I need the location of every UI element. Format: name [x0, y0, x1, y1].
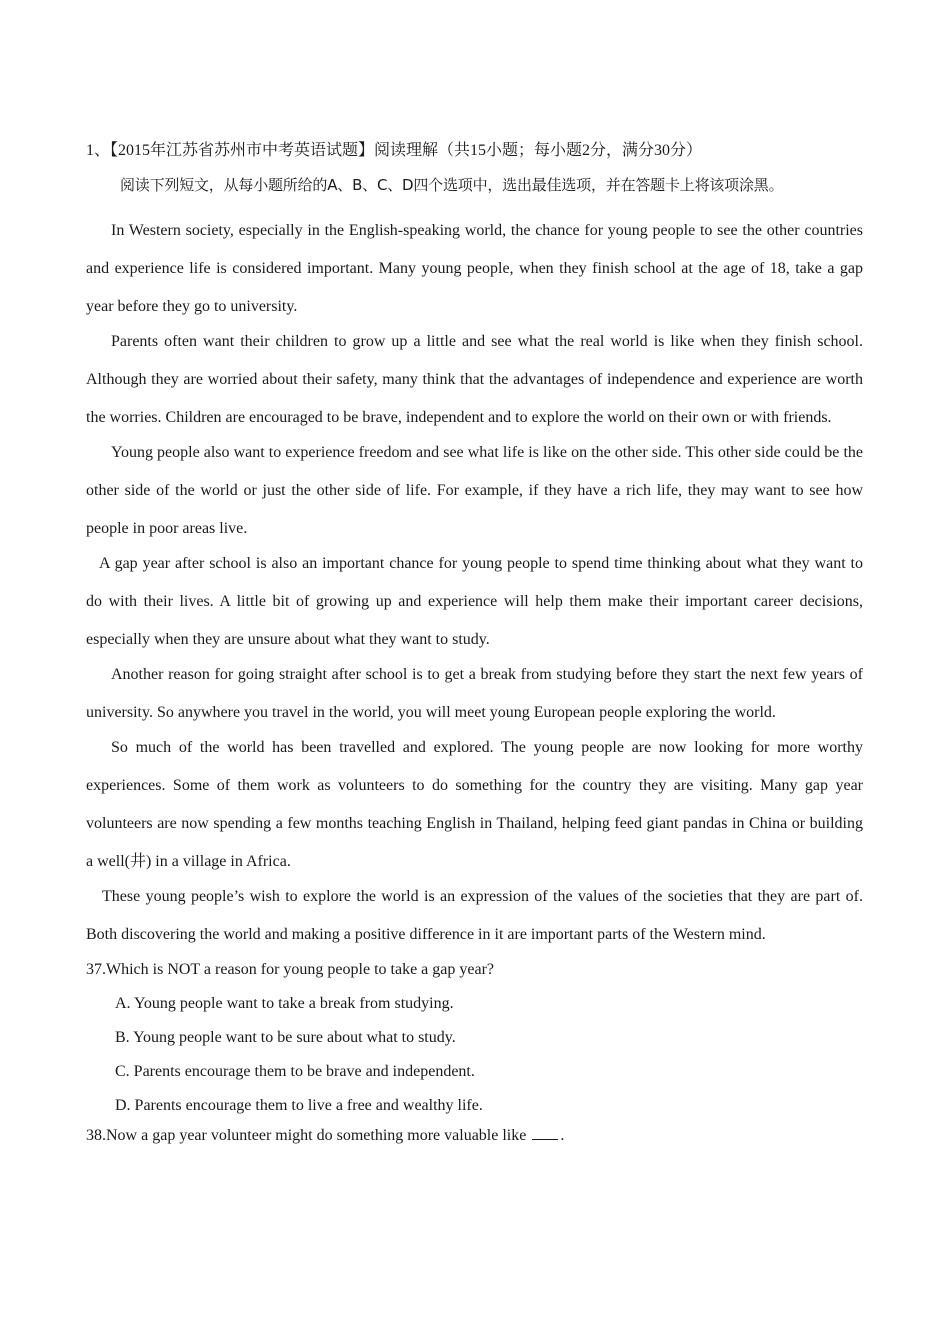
question-38-stem: [86, 1125, 863, 1147]
question-37-option-d: D. Parents encourage them to live a free and wealthy life.: [115, 1097, 483, 1114]
question-37-option-c: C. Parents encourage them to be brave and independent.: [115, 1063, 475, 1080]
question-37-stem: 37.Which is NOT a reason for young people to take a gap year?: [86, 961, 495, 978]
passage-paragraph-2: Parents often want their children to grow up a little and see what the real world is like when they finish school. Although they are worried about their safety, many think that the advantages of independence and experience are worth the worries. Children are encouraged to be brave, independent and to explore the world on their own or with friends.: [86, 333, 863, 426]
passage-paragraph-7: These young people’s wish to explore the world is an expression of the values of the societies that they are part of. Both discovering the world and making a positive difference in it are important parts of the Western mind.: [86, 888, 863, 943]
section-heading: 1、【2015年江苏省苏州市中考英语试题】阅读理解（共15小题；每小题2分，满分30分）: [86, 142, 703, 159]
instruction-text: 阅读下列短文，从每小题所给的A、B、C、D四个选项中，选出最佳选项，并在答题卡上将该项涂黑。: [120, 176, 784, 194]
passage-paragraph-5: Another reason for going straight after school is to get a break from studying before they start the next few years of university. So anywhere you travel in the world, you will meet young European people exploring the world.: [86, 666, 863, 721]
question-37-option-a: A. Young people want to take a break from studying.: [115, 995, 454, 1012]
passage-paragraph-3: Young people also want to experience freedom and see what life is like on the other side. This other side could be the other side of the world or just the other side of life. For example, if they have a rich life, they may want to see how people in poor areas live.: [86, 444, 863, 537]
question-38-stem-end: .: [560, 1127, 565, 1144]
reading-passage: [86, 212, 863, 954]
passage-paragraph-4: A gap year after school is also an important chance for young people to spend time thinking about what they want to do with their lives. A little bit of growing up and experience will help them make their important career decisions, especially when they are unsure about what they want to study.: [86, 555, 863, 648]
answer-blank: [532, 1125, 558, 1140]
document-content: [86, 140, 863, 1147]
passage-paragraph-1: In Western society, especially in the English-speaking world, the chance for young people to see the other countries and experience life is considered important. Many young people, when they finish school at the age of 18, take a gap year before they go to university.: [86, 222, 863, 315]
question-38-stem-text: 38.Now a gap year volunteer might do something more valuable like: [86, 1127, 527, 1144]
passage-paragraph-6: So much of the world has been travelled and explored. The young people are now looking for more worthy experiences. Some of them work as volunteers to do something for the country they are visiting. Many gap year volunteers are now spending a few months teaching English in Thailand, helping feed giant pandas in China or building a well(井) in a village in Africa.: [86, 739, 863, 870]
question-37-option-b: B. Young people want to be sure about what to study.: [115, 1029, 456, 1046]
